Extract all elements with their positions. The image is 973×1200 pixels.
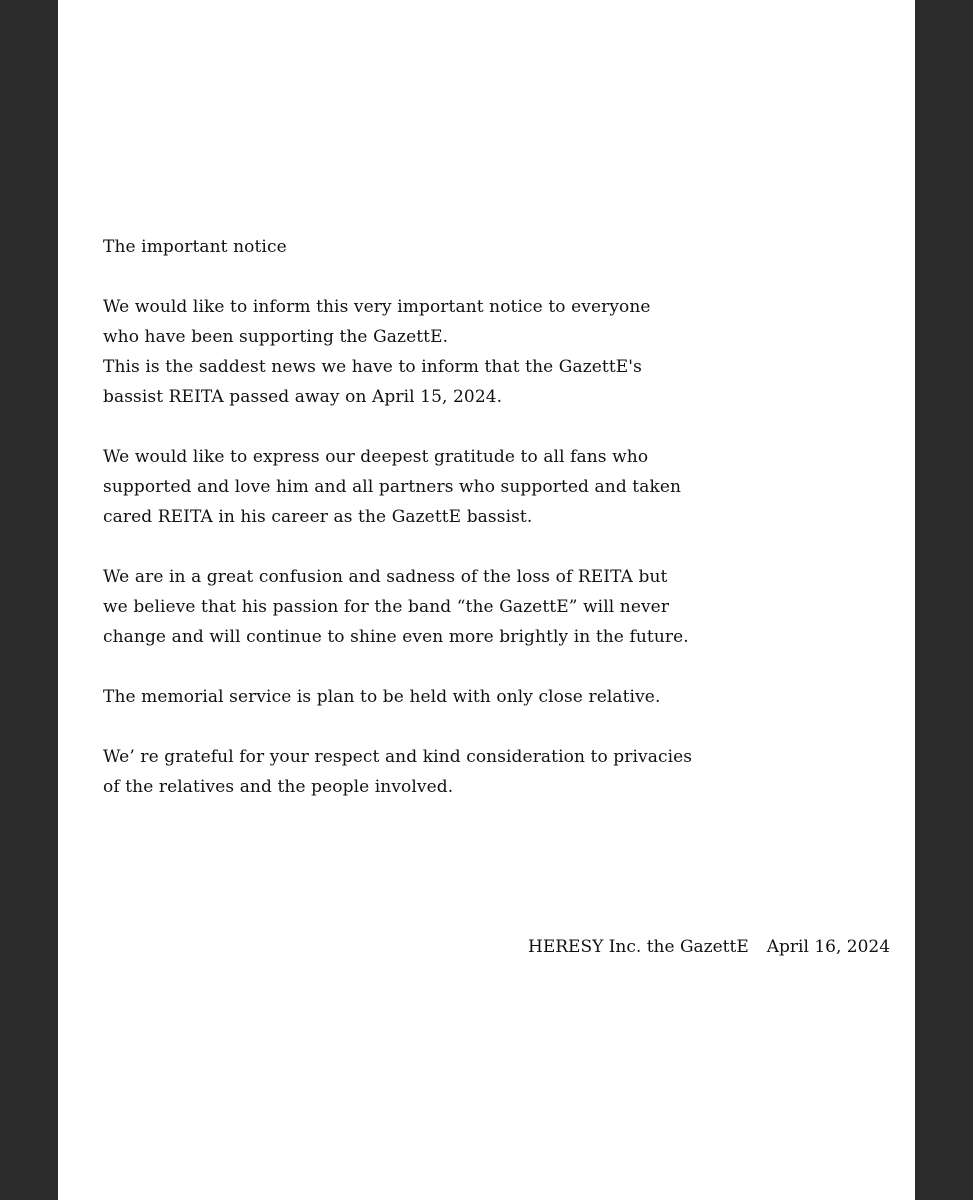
notice-title: The important notice: [103, 237, 287, 257]
text-line: We’ re grateful for your respect and kind consideration to privacies: [103, 747, 693, 767]
text-line: supported and love him and all partners who supported and taken: [103, 477, 682, 497]
text-line: cared REITA in his career as the GazettE bassist.: [103, 507, 533, 527]
paragraph-spacer: [103, 412, 803, 442]
paragraph-passion: [103, 562, 803, 652]
text-line: We are in a great confusion and sadness of the loss of REITA but: [103, 567, 668, 587]
signature-from: HERESY Inc. the GazettE: [528, 937, 749, 957]
paragraph-spacer: [103, 652, 803, 682]
text-line: we believe that his passion for the band “the GazettE” will never: [103, 597, 670, 617]
paragraph-spacer: [103, 532, 803, 562]
text-line: of the relatives and the people involved.: [103, 777, 454, 797]
text-line: We would like to inform this very important notice to everyone: [103, 297, 651, 317]
text-line: who have been supporting the GazettE.: [103, 327, 449, 347]
paragraph-memorial: [103, 682, 803, 712]
paragraph-announcement: [103, 292, 803, 412]
paragraph-privacy: [103, 742, 803, 802]
paragraph-gratitude: [103, 442, 803, 532]
signature-date: April 16, 2024: [766, 937, 891, 957]
paragraph-spacer: [103, 712, 803, 742]
text-line: We would like to express our deepest gratitude to all fans who: [103, 447, 649, 467]
text-line: This is the saddest news we have to inform that the GazettE's: [103, 357, 642, 377]
text-line: change and will continue to shine even more brightly in the future.: [103, 627, 689, 647]
text-line: The memorial service is plan to be held with only close relative.: [103, 687, 661, 707]
paragraph-spacer: [103, 262, 803, 292]
document-page: [58, 0, 915, 1200]
signature-line: [528, 932, 890, 962]
text-line: bassist REITA passed away on April 15, 2024.: [103, 387, 503, 407]
notice-body: [103, 232, 803, 802]
